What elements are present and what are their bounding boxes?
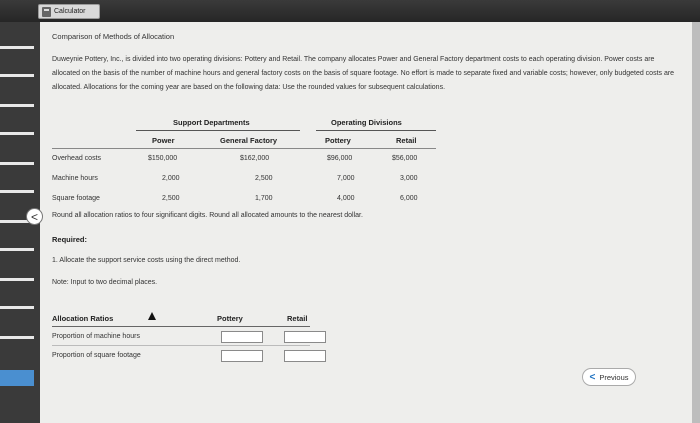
sidebar-bar <box>0 104 34 107</box>
table-cell: $56,000 <box>392 155 418 162</box>
pottery-machine-hours-input[interactable] <box>221 331 263 343</box>
table-cell: 2,500 <box>162 195 180 202</box>
sidebar-bar <box>0 162 34 165</box>
retail-machine-hours-input[interactable] <box>284 331 326 343</box>
table-cell: $162,000 <box>240 155 270 162</box>
table-cell: 6,000 <box>400 195 418 202</box>
required-label: Required: <box>52 235 88 244</box>
column-header-general-factory: General Factory <box>220 136 278 145</box>
retail-square-footage-input[interactable] <box>284 350 326 362</box>
table-rule <box>52 326 310 327</box>
table-rule <box>52 345 310 346</box>
row-label-overhead: Overhead costs <box>52 155 102 162</box>
row-label-machine-hours: Machine hours <box>52 175 98 182</box>
support-departments-header: Support Departments <box>173 118 250 127</box>
sidebar-bar <box>0 46 34 49</box>
right-edge <box>692 22 700 423</box>
table-cell: 2,000 <box>162 175 180 182</box>
table-rule <box>52 148 436 149</box>
allocation-col-pottery: Pottery <box>217 314 243 323</box>
chevron-left-icon: < <box>30 209 38 224</box>
row-label-square-footage: Square footage <box>52 195 100 202</box>
step-1-instruction: 1. Allocate the support service costs using the direct method. <box>52 257 241 264</box>
problem-paragraph: Duweynie Pottery, Inc., is divided into two operating divisions: Pottery and Retail. The company allocates Power and General Factory department costs to each operating division. Power costs are allocated on the basis of the number of machine hours and general factory costs on the basis of square footage. No effort is made to separate fixed and variable costs; however, only budgeted costs are allocated. Allocations for the coming year are based on the following data: Use the rounded values for subsequent calculations. <box>52 56 675 91</box>
row-label-machine-hours-proportion: Proportion of machine hours <box>52 333 140 340</box>
allocation-col-retail: Retail <box>287 314 308 323</box>
pottery-square-footage-input[interactable] <box>221 350 263 362</box>
previous-label: Previous <box>599 372 629 382</box>
table-cell: 2,500 <box>255 175 273 182</box>
chevron-left-icon: < <box>589 371 596 383</box>
rounding-note: Round all allocation ratios to four significant digits. Round all allocated amounts to the nearest dollar. <box>52 212 363 219</box>
problem-title: Comparison of Methods of Allocation <box>52 32 175 41</box>
operating-divisions-header: Operating Divisions <box>331 118 402 127</box>
table-rule <box>136 130 300 131</box>
table-cell: 3,000 <box>400 175 418 182</box>
sidebar-bar <box>0 278 34 281</box>
column-header-retail: Retail <box>396 136 417 145</box>
mouse-cursor-icon <box>148 312 156 320</box>
calculator-label: Calculator <box>54 8 86 15</box>
sidebar-bar <box>0 336 34 339</box>
sidebar-bar <box>0 190 34 193</box>
table-cell: $96,000 <box>327 155 353 162</box>
row-label-square-footage-proportion: Proportion of square footage <box>52 352 141 359</box>
calculator-button[interactable] <box>38 4 100 19</box>
table-cell: $150,000 <box>148 155 178 162</box>
table-cell: 4,000 <box>337 195 355 202</box>
input-note: Note: Input to two decimal places. <box>52 279 158 286</box>
sidebar-active-bar[interactable] <box>0 370 34 386</box>
sidebar-bar <box>0 248 34 251</box>
table-cell: 7,000 <box>337 175 355 182</box>
calculator-icon <box>42 7 51 17</box>
sidebar-bar <box>0 306 34 309</box>
question-panel <box>40 22 692 423</box>
table-cell: 1,700 <box>255 195 273 202</box>
allocation-ratios-header: Allocation Ratios <box>52 314 114 323</box>
previous-button[interactable] <box>582 368 636 386</box>
column-header-power: Power <box>152 136 175 145</box>
sidebar-bar <box>0 74 34 77</box>
back-arrow-button[interactable] <box>26 208 43 225</box>
column-header-pottery: Pottery <box>325 136 351 145</box>
top-toolbar <box>0 0 700 22</box>
table-rule <box>316 130 436 131</box>
sidebar-bar <box>0 132 34 135</box>
